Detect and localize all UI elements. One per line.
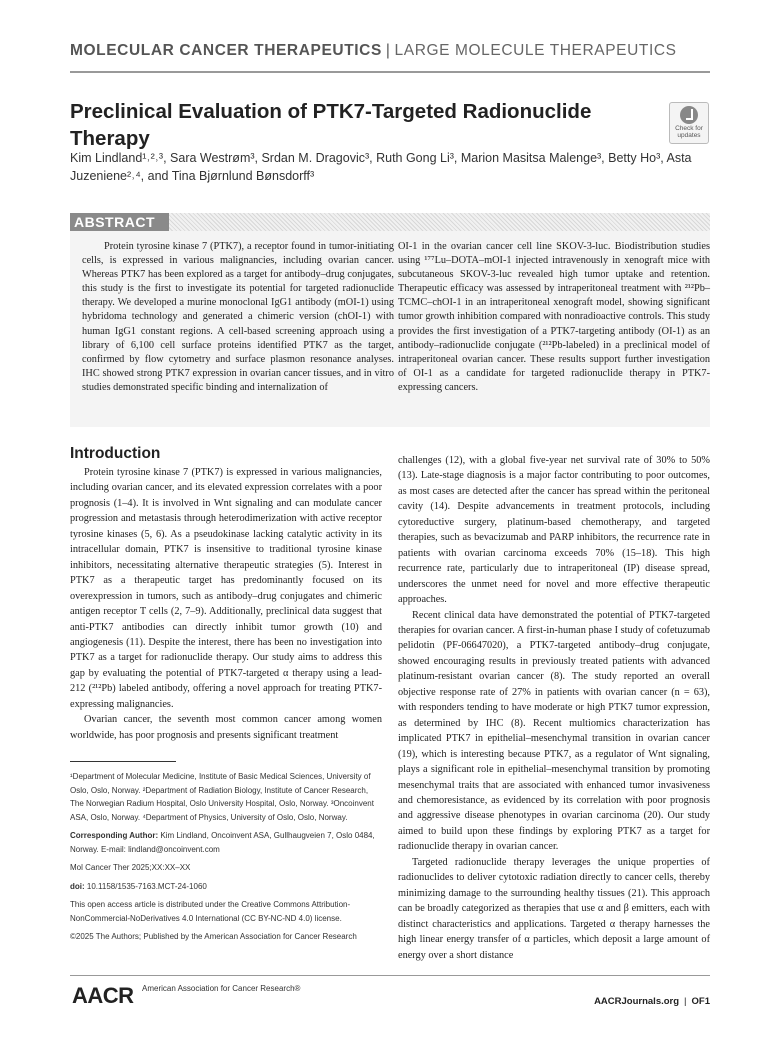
article-title: Preclinical Evaluation of PTK7-Targeted Radionuclide Therapy (70, 100, 592, 150)
corresponding-details: Kim Lindland, Oncoinvent ASA, Gullhaugveien 7, Oslo 0484, Norway. E-mail: lindland@oncoinvent.com (70, 831, 375, 854)
page-footer (594, 996, 710, 1007)
check-updates-label: Check for updates (675, 125, 703, 139)
page-number: OF1 (691, 996, 710, 1007)
journal-header (70, 42, 677, 60)
footnote-rule (70, 761, 176, 762)
journal-name: MOLECULAR CANCER THERAPEUTICS (70, 42, 382, 59)
aacr-organization-name: American Association for Cancer Research® (142, 984, 301, 993)
footer-separator: | (684, 996, 687, 1007)
intro-paragraph: Protein tyrosine kinase 7 (PTK7) is expressed in various malignancies, including ovarian cancer, and its elevated expression correlates with a poor prognosis (1–4). It is involved in Wnt signaling and can modulate cancer progression and metastasis through heterodimerization with active receptor tyrosine kinases (5, 6). As a pseudokinase lacking catalytic activity in its intracellular domain, PTK7 is insensitive to traditional tyrosine kinase inhibitors, necessitating alternative therapeutic strategies (5). Interest in PTK7 as a therapeutic target has predominantly focused on its overexpression in tumors, such as antibody–drug conjugates and chimeric antigen receptor T cells (2, 7–9). Additionally, preclinical data suggest that anti-PTK7 antibodies can directly inhibit tumor growth (10) and angiogenesis (11). Despite the interest, there has been no investigation into PTK7 as a target for radionuclide therapy. Our study aims to address this gap by evaluating the potential of PTK7-targeted α therapy using a lead-212 (²¹²Pb) labeled antibody, offering a novel approach for treating PTK7-expressing malignancies. (70, 467, 382, 710)
abstract-text-left: Protein tyrosine kinase 7 (PTK7), a receptor found in tumor-initiating cells, is expressed in various malignancies, including ovarian cancer. Whereas PTK7 has been explored as a target for antibody–drug conjugates, this study is the first to investigate its potential for targeted radionuclide therapy. We developed a murine monoclonal IgG1 antibody (mOI-1) using hybridoma technology and generated a chimeric version (chOI-1) with human IgG1 constant regions. A cell-based screening approach using a library of 6,100 cell surface proteins identified PTK7 as the target, confirmed by flow cytometry and surface plasmon resonance analyses. IHC showed strong PTK7 expression in ovarian cancer tissues, and in vitro studies demonstrated specific binding and internalization of (82, 241, 394, 393)
aacr-logo: AACR (72, 983, 134, 1008)
abstract-text-right: OI-1 in the ovarian cancer cell line SKOV-3-luc. Biodistribution studies using ¹⁷⁷Lu–DOTA–mOI-1 injected intravenously in xenograft mice with subcutaneous SKOV-3-luc revealed high tumor uptake and retention. Therapeutic efficacy was assessed by intraperitoneal treatment with ²¹²Pb–TCMC–chOI-1 in an intraperitoneal xenograft model, showing significant tumor growth inhibition compared with nonradioactive controls. This study provides the first investigation of a PTK7-targeting antibody (OI-1) as an antibody–radionuclide conjugate (²¹²Pb-labeled) in a preclinical model of intraperitoneal ovarian cancer. These results support further investigation of OI-1 as a candidate for targeted radionuclide therapy in PTK7-expressing cancers. (398, 241, 710, 393)
license-text: This open access article is distributed under the Creative Commons Attribution-NonCommercial-NoDerivatives 4.0 International (CC BY-NC-ND 4.0) license. (70, 900, 351, 923)
check-for-updates-icon (680, 106, 698, 124)
doi-label: doi: (70, 881, 85, 891)
copyright-text: ©2025 The Authors; Published by the American Association for Cancer Research (70, 932, 357, 941)
abstract-right-column (398, 240, 710, 395)
journal-site-link[interactable]: AACRJournals.org (594, 996, 680, 1007)
header-separator: | (385, 42, 391, 59)
check-updates-button[interactable] (669, 102, 709, 144)
doi-line (70, 880, 382, 894)
citation: Mol Cancer Ther 2025;XX:XX–XX (70, 863, 191, 872)
footnotes (70, 770, 382, 945)
affiliations: ¹Department of Molecular Medicine, Institute of Basic Medical Sciences, University of Oslo, Oslo, Norway. ²Department of Radiation Biology, Institute of Cancer Research, The Norwegian Radium Hospital, Oslo University Hospital, Oslo, Norway. ³Oncoinvent ASA, Oslo, Norway. ⁴Department of Physics, University of Oslo, Oslo, Norway. (70, 772, 374, 822)
intro-paragraph: Recent clinical data have demonstrated the potential of PTK7-targeted therapies for ovarian cancer. A first-in-human phase I study of cofetuzumab pelidotin (PF-06647020), a PTK7-targeted antibody–drug conjugate, showed encouraging results in previously treated patients with advanced platinum-resistant ovarian cancer (8). The study reported an overall objective response rate of 27% in patients with ovarian cancer (n = 63), with responders tending to have moderate or high PTK7 tumor expression, as determined by IHC (8). Recent multiomics characterization has implicated PTK7 in epithelial–mesenchymal transition in ovarian cancer (19), which is interesting because PTK7, as a regulator of Wnt signaling, plays a significant role in epithelial–mesenchymal transition by promoting mesenchymal traits that are associated with enhanced tumor invasiveness and chemoresistance, as evidenced by its correlation with poor prognosis and aggressive disease phenotypes in ovarian carcinoma (20). Our study aimed to build upon these findings by exploring PTK7 as a target for radionuclide therapy in ovarian cancer. (398, 609, 710, 853)
abstract-left-column (82, 240, 394, 395)
abstract-heading: ABSTRACT (70, 213, 169, 231)
header-rule (70, 71, 710, 73)
introduction-heading: Introduction (70, 445, 161, 462)
section-name: LARGE MOLECULE THERAPEUTICS (394, 42, 677, 59)
doi-link[interactable]: 10.1158/1535-7163.MCT-24-1060 (86, 881, 207, 891)
intro-paragraph: Ovarian cancer, the seventh most common cancer among women worldwide, has poor prognosis and presents significant treatment (70, 714, 382, 741)
introduction-left-column (70, 465, 382, 743)
introduction-right-column (398, 453, 710, 963)
abstract-banner (70, 213, 710, 231)
author-list: Kim Lindland¹˒²˒³, Sara Westrøm³, Srdan M. Dragovic³, Ruth Gong Li³, Marion Masitsa Malenge³, Betty Ho³, Asta Juzeniene²˒⁴, and Tina Bjørnlund Bønsdorff³ (70, 151, 692, 183)
corresponding-label: Corresponding Author: (70, 831, 159, 840)
intro-paragraph: challenges (12), with a global five-year net survival rate of 30% to 50% (13). Late-stage diagnosis is a major factor contributing to poor outcomes, as most cases are detected after the cancer has spread within the peritoneal cavity (14). Despite advancements in treatment protocols, including cytoreductive surgery, platinum-based chemotherapy, and targeted therapies, such as bevacizumab and PARP inhibitors, the recurrence rate in patients with ovarian carcinoma exceeds 70% (15–18). This high recurrence rate, particularly due to intraperitoneal (IP) disease spread, underscores the unmet need for novel and more effective therapeutic approaches. (398, 455, 710, 606)
intro-paragraph: Targeted radionuclide therapy leverages the unique properties of radionuclides to deliver cytotoxic radiation directly to cancer cells, thereby minimizing damage to the surrounding healthy tissues (21). This approach can be broadly categorized as therapies that use α and β emitters, each with distinct characteristics and applications. Targeted α therapy harnesses the high linear energy transfer of α particles, which deposit a large amount of energy over a short distance (398, 856, 710, 961)
footer-rule (70, 975, 710, 976)
corresponding-author (70, 829, 382, 856)
